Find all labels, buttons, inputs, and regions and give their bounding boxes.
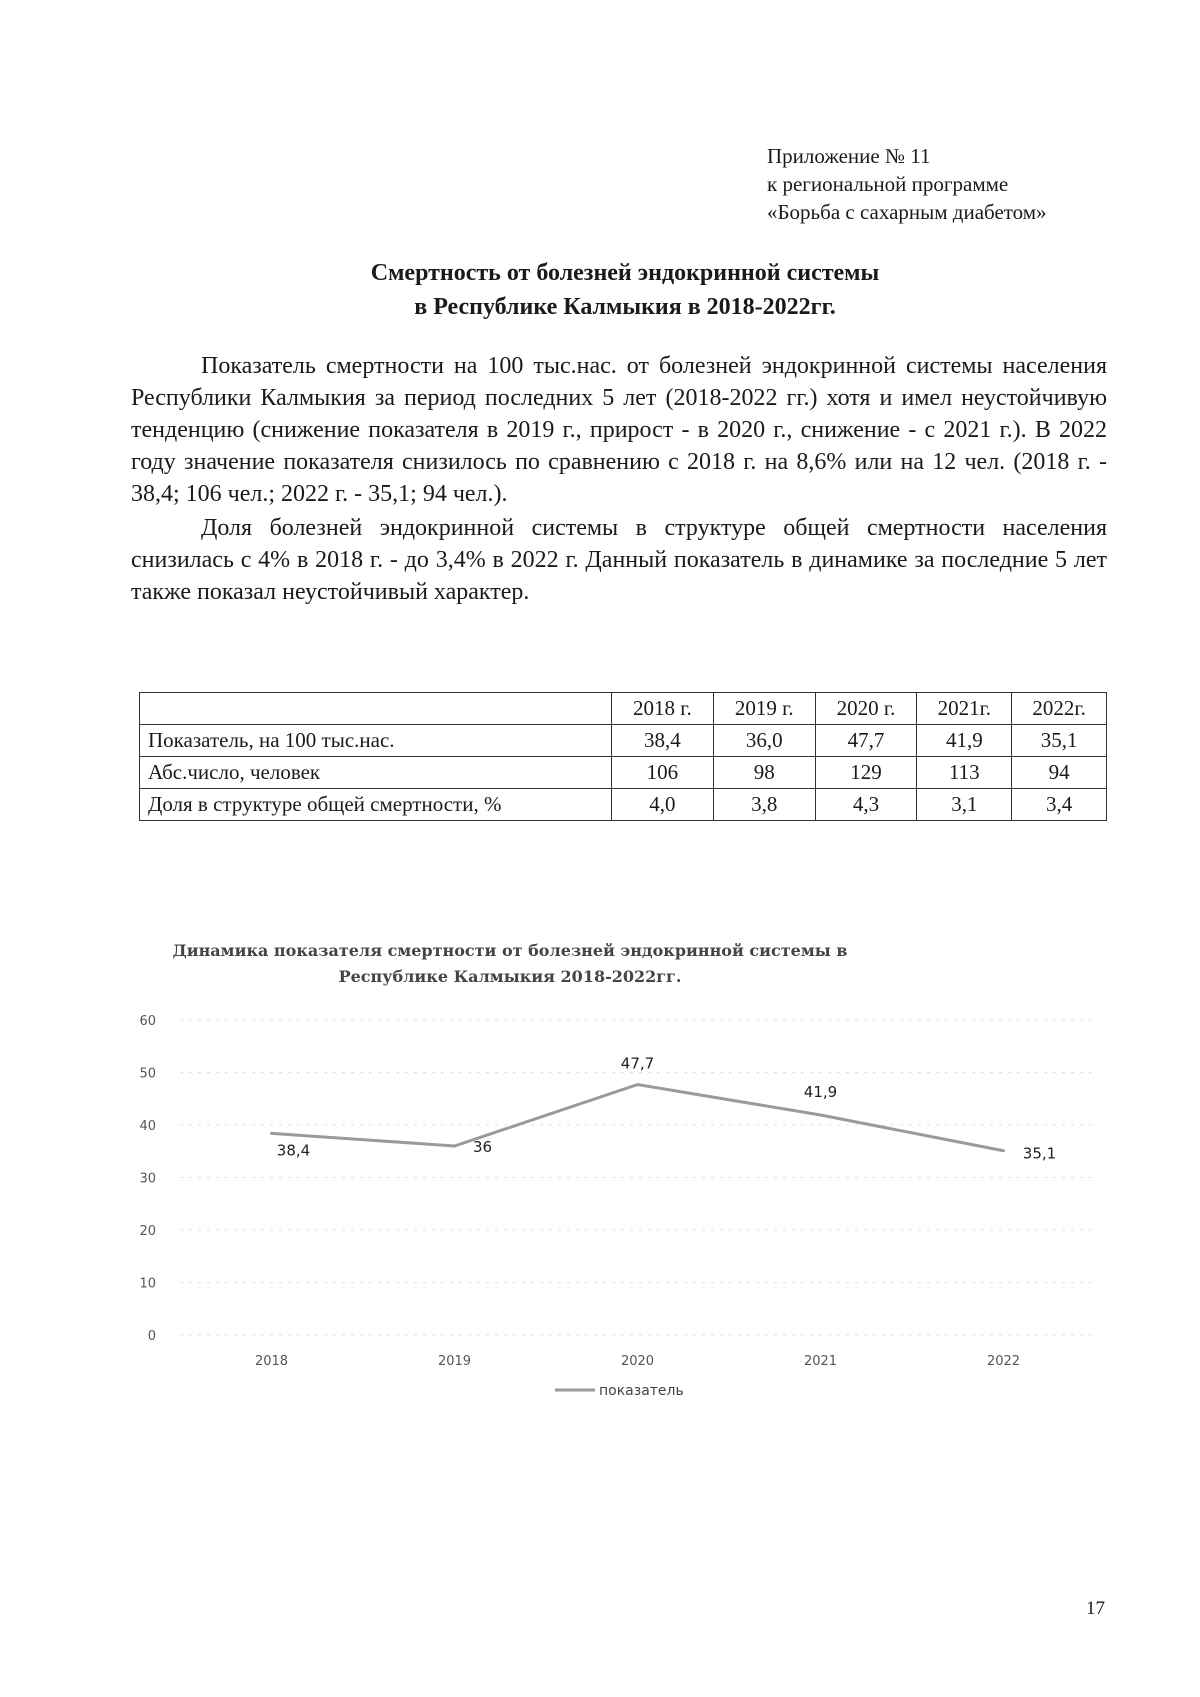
- y-tick-label: 60: [139, 1014, 156, 1029]
- page-number: 17: [1086, 1598, 1105, 1619]
- table-row: [140, 725, 1107, 757]
- table-header-cell: 2021г.: [917, 693, 1012, 725]
- document-title: [130, 256, 1120, 324]
- appendix-note: [767, 142, 1047, 226]
- table-cell: 3,4: [1012, 789, 1107, 821]
- row-label: Абс.число, человек: [140, 757, 612, 789]
- table-row: [140, 757, 1107, 789]
- paragraph-2: Доля болезней эндокринной системы в структуре общей смертности населения снизилась с 4% в 2018 г. - до 3,4% в 2022 г. Данный показатель в динамике за последние 5 лет также показал неустойчивый характер.: [131, 515, 1107, 605]
- data-point: [636, 1083, 639, 1086]
- title-line-2: в Республике Калмыкия в 2018-2022гг.: [414, 294, 836, 320]
- y-tick-label: 20: [139, 1224, 156, 1239]
- x-tick-label: 2022: [986, 1354, 1021, 1369]
- row-label: Показатель, на 100 тыс.нас.: [140, 725, 612, 757]
- table-cell: 38,4: [612, 725, 714, 757]
- x-tick-label: 2018: [254, 1354, 289, 1369]
- data-point: [1002, 1149, 1005, 1152]
- appendix-line-3: «Борьба с сахарным диабетом»: [767, 200, 1047, 224]
- y-tick-label: 30: [139, 1171, 156, 1187]
- table-cell: 4,0: [612, 789, 714, 821]
- data-point: [270, 1132, 273, 1135]
- table-header-cell: 2022г.: [1012, 693, 1107, 725]
- chart-svg: [130, 920, 1110, 1420]
- data-point: [819, 1114, 822, 1117]
- chart-title-line-2: Республике Калмыкия 2018-2022гг.: [338, 967, 682, 986]
- data-label: 38,4: [276, 1141, 311, 1160]
- chart-title-line-1: Динамика показателя смертности от болезней эндокринной системы в: [172, 941, 848, 960]
- x-tick-label: 2020: [620, 1354, 655, 1369]
- table-cell: 3,1: [917, 789, 1012, 821]
- table-cell: 36,0: [713, 725, 815, 757]
- body-text: [131, 350, 1107, 610]
- series-line: [272, 1085, 1004, 1151]
- table-header-cell: 2020 г.: [815, 693, 917, 725]
- paragraph-1: Показатель смертности на 100 тыс.нас. от болезней эндокринной системы населения Республики Калмыкия за период последних 5 лет (2018-2022 гг.) хотя и имел неустойчивую тенденцию (снижение показателя в 2019 г., прирост - в 2020 г., снижение - с 2021 г.). В 2022 году значение показателя снизилось по сравнению с 2018 г. на 8,6% или на 12 чел. (2018 г. - 38,4; 106 чел.; 2022 г. - 35,1; 94 чел.).: [131, 353, 1107, 507]
- y-tick-label: 10: [139, 1276, 156, 1292]
- table-cell: 106: [612, 757, 714, 789]
- line-chart: [130, 920, 1110, 1420]
- title-line-1: Смертность от болезней эндокринной системы: [370, 260, 880, 286]
- table-header-cell: 2019 г.: [713, 693, 815, 725]
- appendix-line-1: Приложение № 11: [767, 144, 931, 168]
- appendix-line-2: к региональной программе: [767, 172, 1009, 196]
- y-tick-label: 0: [147, 1329, 156, 1344]
- table-header-cell: [140, 693, 612, 725]
- table-cell: 94: [1012, 757, 1107, 789]
- data-point: [453, 1145, 456, 1148]
- table-row: [140, 789, 1107, 821]
- table-cell: 41,9: [917, 725, 1012, 757]
- x-tick-label: 2021: [803, 1354, 838, 1369]
- table-header-cell: 2018 г.: [612, 693, 714, 725]
- x-tick-label: 2019: [437, 1354, 472, 1369]
- table-cell: 98: [713, 757, 815, 789]
- legend-label: показатель: [599, 1383, 684, 1399]
- table-header-row: [140, 693, 1107, 725]
- table-cell: 4,3: [815, 789, 917, 821]
- table-cell: 47,7: [815, 725, 917, 757]
- mortality-table: [139, 692, 1107, 821]
- data-label: 41,9: [803, 1083, 838, 1102]
- table-cell: 129: [815, 757, 917, 789]
- data-label: 47,7: [620, 1054, 655, 1073]
- table-cell: 3,8: [713, 789, 815, 821]
- y-tick-label: 40: [139, 1119, 156, 1134]
- row-label: Доля в структуре общей смертности, %: [140, 789, 612, 821]
- table-cell: 113: [917, 757, 1012, 789]
- y-tick-label: 50: [139, 1066, 156, 1082]
- table-cell: 35,1: [1012, 725, 1107, 757]
- data-label: 36: [472, 1138, 493, 1156]
- data-label: 35,1: [1022, 1144, 1057, 1163]
